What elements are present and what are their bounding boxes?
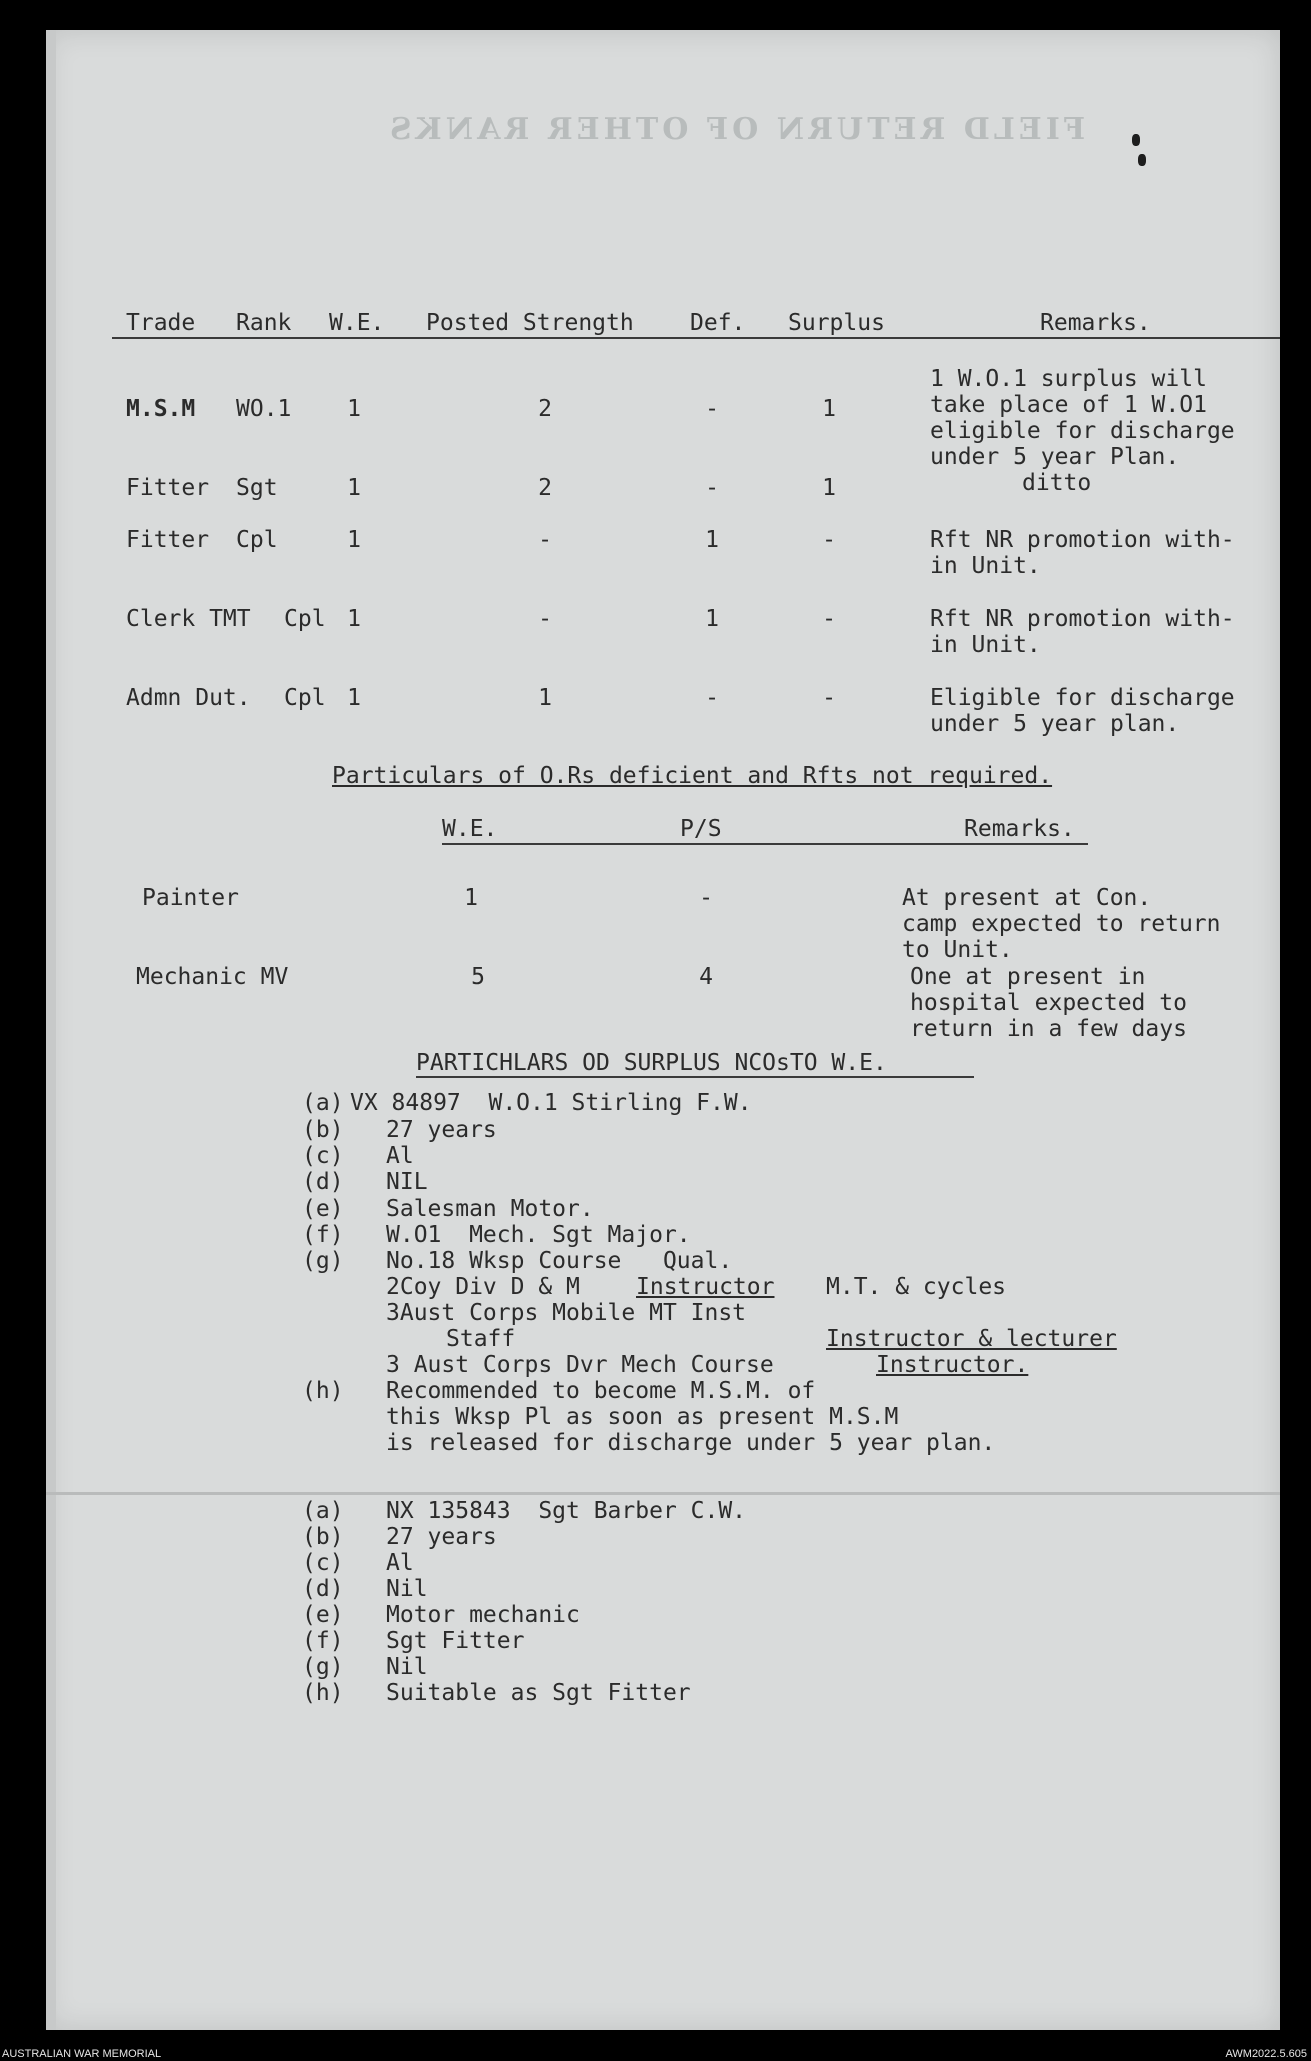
p1-label-b: (b)	[302, 1117, 344, 1143]
page-edge	[46, 30, 56, 2030]
p1-f: W.O1 Mech. Sgt Major.	[386, 1222, 691, 1248]
col-rank: Rank	[236, 310, 292, 336]
p1-g-2: 2Coy Div D & M	[386, 1274, 580, 1300]
p1-g-9: Instructor.	[876, 1352, 1029, 1378]
row3-we: 1	[347, 527, 361, 553]
p1-g-8: 3 Aust Corps Dvr Mech Course	[386, 1352, 774, 1378]
row4-def: 1	[705, 606, 719, 632]
row5-remarks-2: under 5 year plan.	[930, 711, 1180, 737]
bleed-through-heading: FIELD RETURN OF OTHER RANKS	[386, 112, 1086, 147]
p1-label-e: (e)	[302, 1196, 344, 1222]
footer-right: AWM2022.5.605	[1225, 2048, 1307, 2060]
row2-we: 1	[347, 475, 361, 501]
p2-label-e: (e)	[302, 1602, 344, 1628]
row3-def: 1	[705, 527, 719, 553]
deficient-row1-we: 1	[464, 885, 478, 911]
row5-posted: 1	[538, 685, 552, 711]
p1-g-7: Instructor & lecturer	[826, 1326, 1117, 1352]
p2-label-c: (c)	[302, 1550, 344, 1576]
p2-label-d: (d)	[302, 1576, 344, 1602]
row4-posted: -	[538, 606, 552, 632]
row2-rank: Sgt	[236, 475, 278, 501]
header-rule	[112, 337, 1280, 339]
p2-b: 27 years	[386, 1524, 497, 1550]
p2-label-b: (b)	[302, 1524, 344, 1550]
row3-surplus: -	[822, 527, 836, 553]
row1-trade: M.S.M	[126, 396, 196, 422]
deficient-rule	[442, 843, 1088, 845]
p1-label-f: (f)	[302, 1222, 344, 1248]
surplus-title-rule	[416, 1076, 974, 1078]
row4-trade: Clerk TMT	[126, 606, 251, 632]
p1-label-h: (h)	[302, 1378, 344, 1404]
row3-remarks-1: Rft NR promotion with-	[930, 527, 1235, 553]
fold-line	[46, 1492, 1280, 1495]
row5-we: 1	[347, 685, 361, 711]
col-posted-strength: Posted Strength	[426, 310, 634, 336]
row4-remarks-2: in Unit.	[930, 632, 1041, 658]
deficient-title: Particulars of O.Rs deficient and Rfts not required.	[332, 763, 1053, 789]
p1-g-1: No.18 Wksp Course Qual.	[386, 1248, 733, 1274]
row1-remarks-3: eligible for discharge	[930, 418, 1235, 444]
row4-remarks-1: Rft NR promotion with-	[930, 606, 1235, 632]
row4-rank: Cpl	[284, 606, 326, 632]
row5-surplus: -	[822, 685, 836, 711]
document-page	[46, 30, 1280, 2030]
ink-mark	[1138, 154, 1146, 166]
p2-g: Nil	[386, 1654, 428, 1680]
p2-label-g: (g)	[302, 1654, 344, 1680]
deficient-row2-remarks-1: One at present in	[910, 964, 1146, 990]
p1-a: VX 84897 W.O.1 Stirling F.W.	[350, 1090, 752, 1116]
deficient-row2-remarks-3: return in a few days	[910, 1016, 1187, 1042]
col-we: W.E.	[329, 310, 385, 336]
p2-c: Al	[386, 1550, 414, 1576]
p1-g-3: Instructor	[636, 1274, 775, 1300]
deficient-row2-we: 5	[471, 964, 485, 990]
p2-d: Nil	[386, 1576, 428, 1602]
p1-label-c: (c)	[302, 1143, 344, 1169]
row3-remarks-2: in Unit.	[930, 553, 1041, 579]
p1-d: NIL	[386, 1169, 428, 1195]
row3-rank: Cpl	[236, 527, 278, 553]
deficient-row2-remarks-2: hospital expected to	[910, 990, 1187, 1016]
footer-left: AUSTRALIAN WAR MEMORIAL	[2, 2048, 162, 2060]
col-def: Def.	[690, 310, 746, 336]
p2-h: Suitable as Sgt Fitter	[386, 1680, 691, 1706]
p1-g-6: Staff	[446, 1326, 516, 1352]
deficient-row1-remarks-1: At present at Con.	[902, 885, 1152, 911]
p2-label-h: (h)	[302, 1680, 344, 1706]
row5-rank: Cpl	[284, 685, 326, 711]
p1-label-a: (a)	[302, 1090, 344, 1116]
p1-c: Al	[386, 1143, 414, 1169]
p2-a: NX 135843 Sgt Barber C.W.	[386, 1498, 747, 1524]
row5-trade: Admn Dut.	[126, 685, 251, 711]
row3-trade: Fitter	[126, 527, 210, 553]
p1-label-g: (g)	[302, 1248, 344, 1274]
row3-posted: -	[538, 527, 552, 553]
row2-def: -	[705, 475, 719, 501]
p1-label-d: (d)	[302, 1169, 344, 1195]
p2-e: Motor mechanic	[386, 1602, 580, 1628]
row4-we: 1	[347, 606, 361, 632]
row1-posted: 2	[538, 396, 552, 422]
deficient-col-we: W.E.	[442, 816, 498, 842]
p2-label-a: (a)	[302, 1498, 344, 1524]
row1-def: -	[705, 396, 719, 422]
p1-g-5: 3Aust Corps Mobile MT Inst	[386, 1300, 747, 1326]
row5-remarks-1: Eligible for discharge	[930, 685, 1235, 711]
p1-h-2: this Wksp Pl as soon as present M.S.M	[386, 1404, 899, 1430]
deficient-col-ps: P/S	[680, 816, 722, 842]
p1-e: Salesman Motor.	[386, 1196, 594, 1222]
row1-surplus: 1	[822, 396, 836, 422]
p2-f: Sgt Fitter	[386, 1628, 525, 1654]
row1-remarks-4: under 5 year Plan.	[930, 444, 1180, 470]
row1-remarks-1: 1 W.O.1 surplus will	[930, 366, 1207, 392]
row2-surplus: 1	[822, 475, 836, 501]
ink-mark	[1132, 134, 1140, 146]
p2-label-f: (f)	[302, 1628, 344, 1654]
deficient-row1-remarks-2: camp expected to return	[902, 911, 1221, 937]
row2-trade: Fitter	[126, 475, 210, 501]
deficient-row1-trade: Painter	[142, 885, 239, 911]
p1-h-3: is released for discharge under 5 year plan.	[386, 1430, 996, 1456]
col-surplus: Surplus	[788, 310, 885, 336]
p1-b: 27 years	[386, 1117, 497, 1143]
row5-def: -	[705, 685, 719, 711]
row1-remarks-2: take place of 1 W.O1	[930, 392, 1207, 418]
row4-surplus: -	[822, 606, 836, 632]
row2-remarks: ditto	[1022, 470, 1092, 496]
deficient-row1-remarks-3: to Unit.	[902, 937, 1013, 963]
p1-g-4: M.T. & cycles	[826, 1274, 1007, 1300]
deficient-row2-trade: Mechanic MV	[136, 964, 289, 990]
deficient-col-remarks: Remarks.	[964, 816, 1075, 842]
row1-rank: WO.1	[236, 396, 292, 422]
col-trade: Trade	[126, 310, 196, 336]
deficient-row1-ps: -	[699, 885, 713, 911]
row1-we: 1	[347, 396, 361, 422]
p1-h-1: Recommended to become M.S.M. of	[386, 1378, 816, 1404]
surplus-title: PARTICHLARS OD SURPLUS NCOsTO W.E.	[416, 1050, 887, 1076]
col-remarks: Remarks.	[1040, 310, 1151, 336]
deficient-row2-ps: 4	[699, 964, 713, 990]
row2-posted: 2	[538, 475, 552, 501]
